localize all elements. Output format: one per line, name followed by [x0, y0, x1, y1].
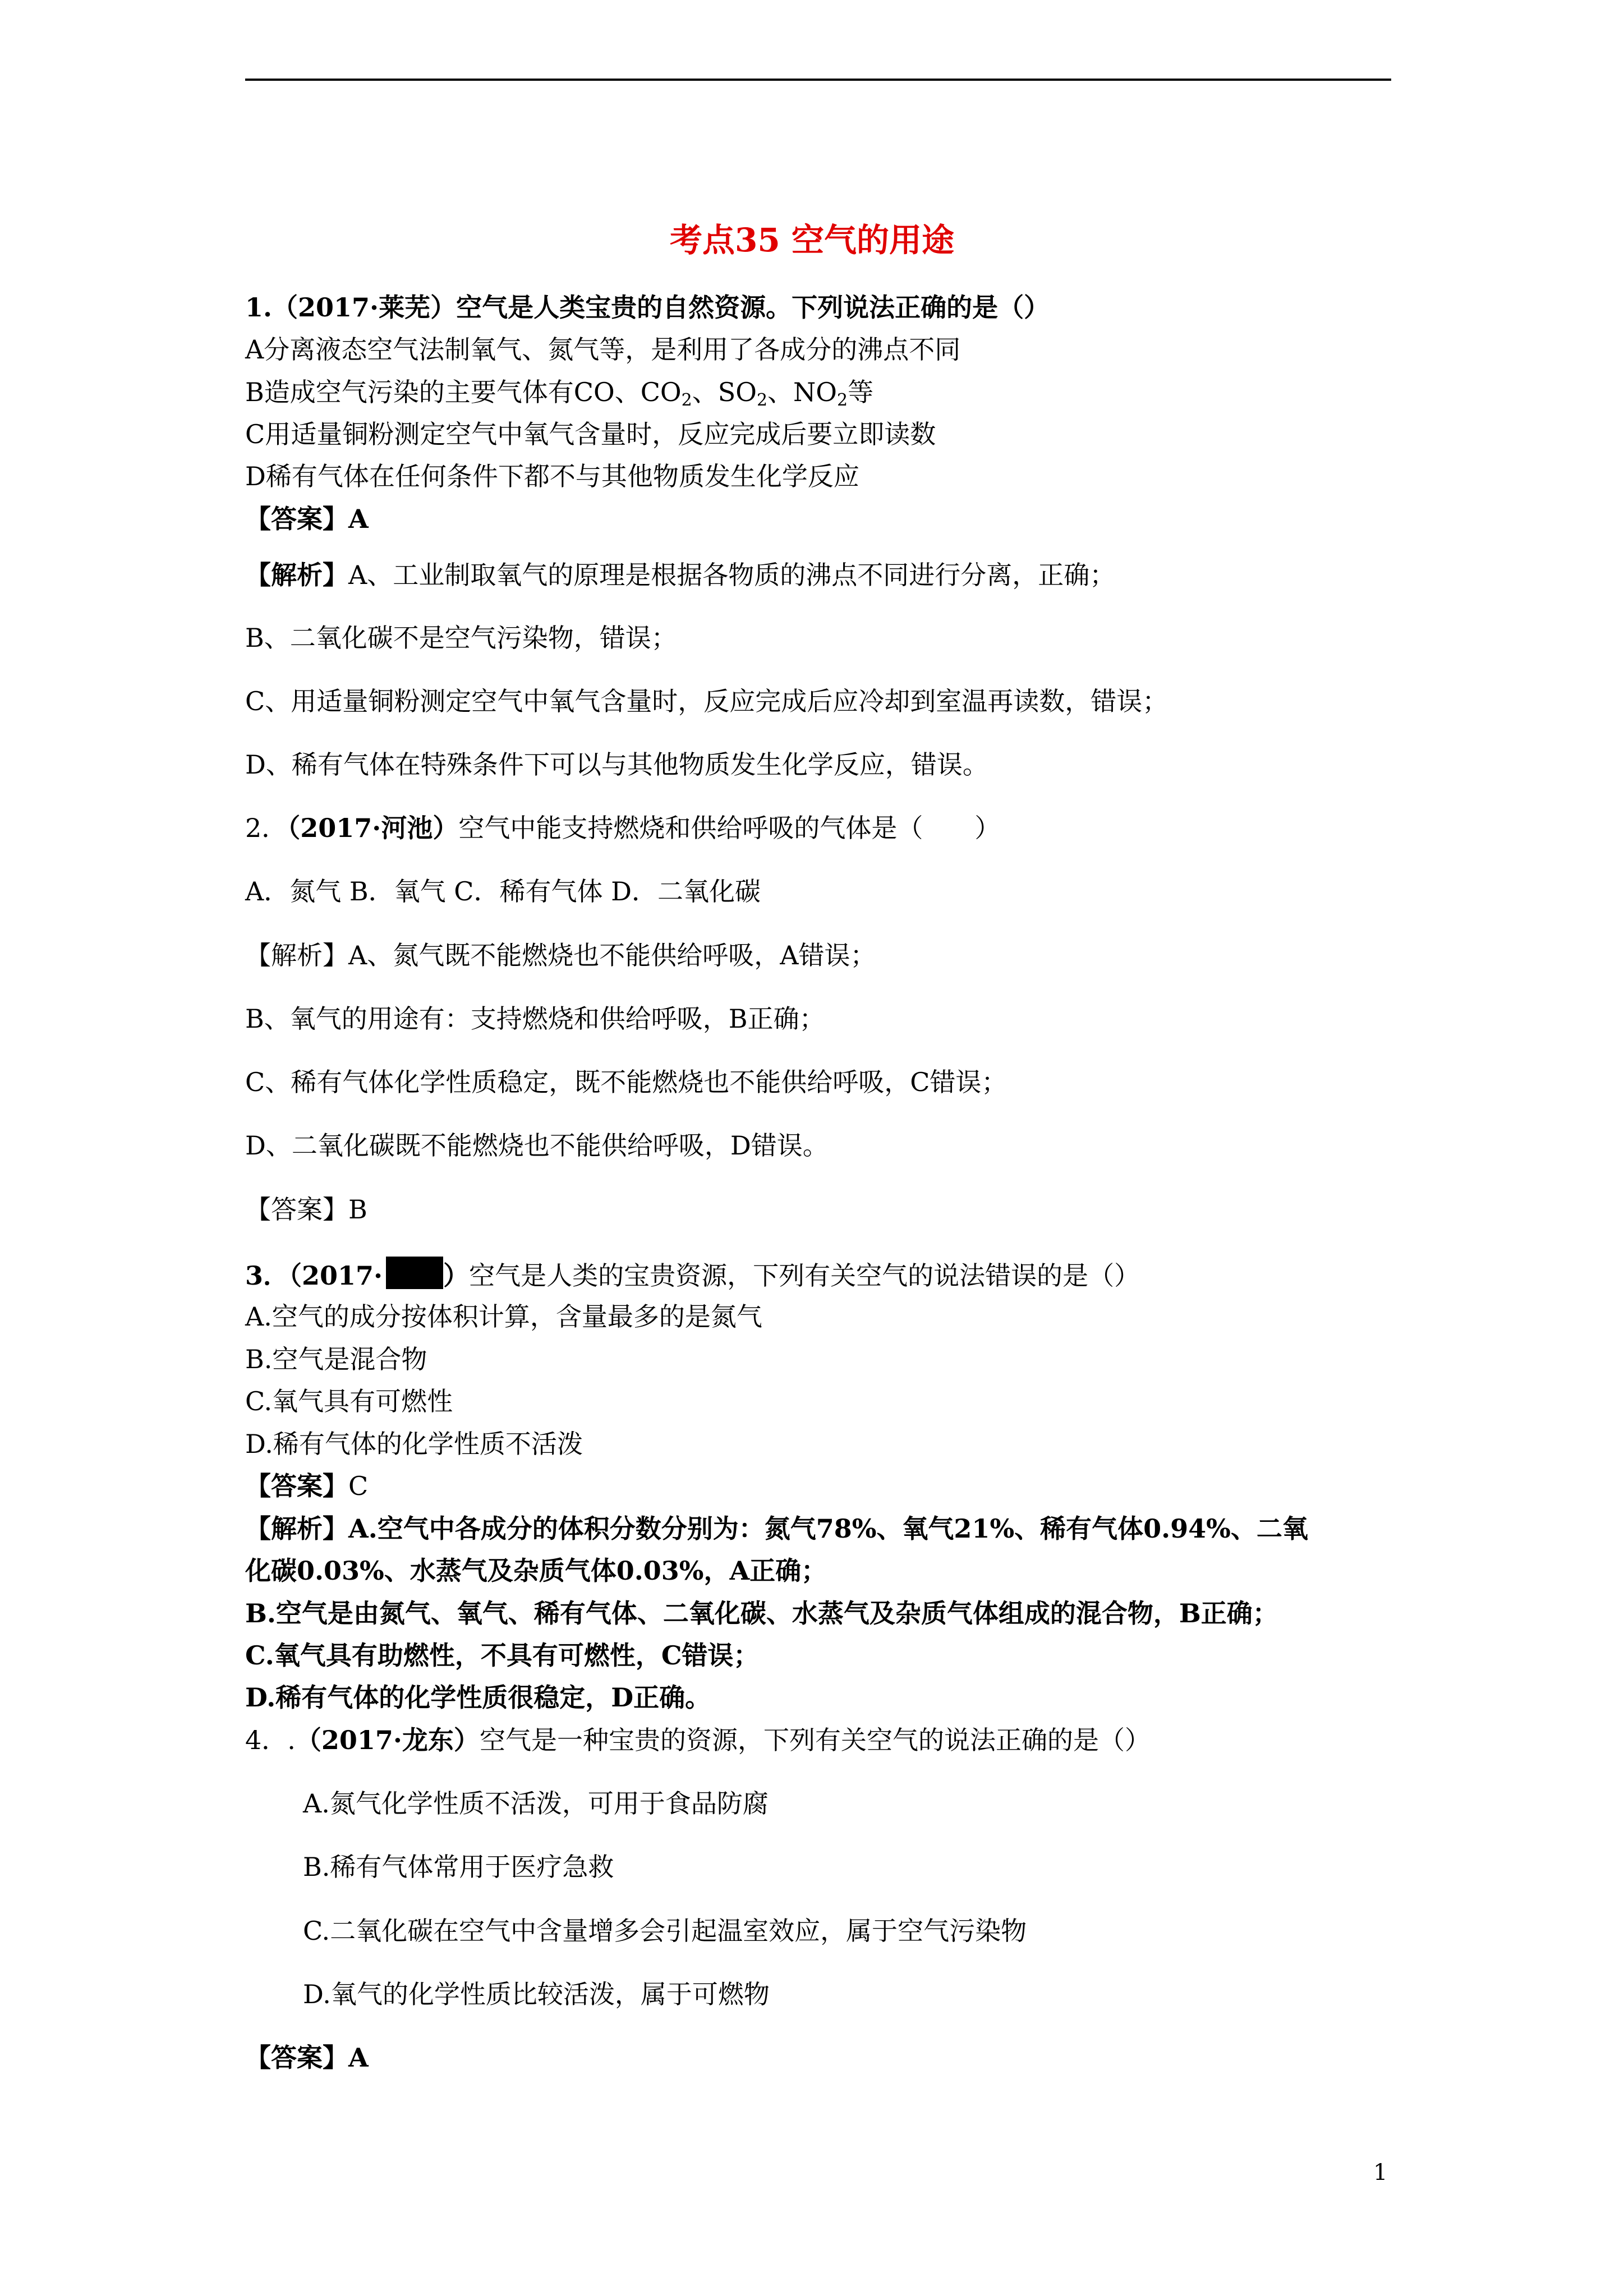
answer-value: B — [348, 1194, 367, 1225]
redaction-box — [386, 1257, 443, 1289]
q3-analysis-1-cont: 化碳0.03%、水蒸气及杂质气体0.03%，A正确； — [245, 1556, 827, 1586]
q1-option-c: C用适量铜粉测定空气中氧气含量时，反应完成后要立即读数 — [245, 419, 936, 449]
q4-option-b: B.稀有气体常用于医疗急救 — [303, 1852, 614, 1882]
q3-option-b: B.空气是混合物 — [245, 1344, 427, 1374]
q1-analysis-4: D、稀有气体在特殊条件下可以与其他物质发生化学反应，错误。 — [245, 749, 988, 780]
q2-analysis-3: C、稀有气体化学性质稳定，既不能燃烧也不能供给呼吸，C错误； — [245, 1067, 1007, 1097]
q3-analysis-1 — [245, 1511, 1308, 1547]
q3-analysis-4: D.稀有气体的化学性质很稳定，D正确。 — [245, 1682, 711, 1713]
q2-analysis-2: B、氧气的用途有：支持燃烧和供给呼吸，B正确； — [245, 1004, 825, 1034]
q1-option-b-text: 、SO — [692, 377, 757, 407]
q1-option-b — [245, 374, 873, 410]
analysis-label: 【解析】 — [245, 560, 348, 590]
q1-stem: 1.（2017·莱芜）空气是人类宝贵的自然资源。下列说法正确的是（） — [245, 292, 1050, 323]
q3-option-c: C.氧气具有可燃性 — [245, 1386, 453, 1416]
analysis-label: 【解析】 — [245, 940, 348, 970]
q2-number: 2． — [245, 813, 288, 843]
q1-analysis-1 — [245, 557, 1115, 593]
answer-value: A — [348, 2042, 369, 2073]
subscript: 2 — [837, 390, 848, 410]
q1-option-d: D稀有气体在任何条件下都不与其他物质发生化学反应 — [245, 461, 859, 491]
q4-stem-text: 空气是一种宝贵的资源，下列有关空气的说法正确的是（） — [479, 1725, 1151, 1755]
q4-option-c: C.二氧化碳在空气中含量增多会引起温室效应，属于空气污染物 — [303, 1916, 1027, 1946]
q3-analysis-2: B.空气是由氮气、氧气、稀有气体、二氧化碳、水蒸气及杂质气体组成的混合物，B正确； — [245, 1598, 1278, 1628]
q1-option-b-text: B造成空气污染的主要气体有CO、CO — [245, 377, 682, 407]
q2-analysis-1 — [245, 937, 876, 973]
q2-stem-text: 空气中能支持燃烧和供给呼吸的气体是（ ） — [458, 813, 1001, 843]
q1-option-b-text: 、NO — [767, 377, 838, 407]
q3-stem-text: 空气是人类的宝贵资源，下列有关空气的说法错误的是（） — [469, 1260, 1140, 1291]
q4-source: （2017·龙东） — [295, 1725, 480, 1755]
q1-analysis-2: B、二氧化碳不是空气污染物，错误； — [245, 623, 677, 653]
answer-label: 【答案】 — [245, 1194, 348, 1225]
answer-value: C — [348, 1471, 369, 1501]
answer-label: 【答案】 — [245, 1471, 348, 1501]
q1-analysis-3: C、用适量铜粉测定空气中氧气含量时，反应完成后应冷却到室温再读数，错误； — [245, 686, 1168, 716]
subscript: 2 — [756, 390, 768, 410]
q1-option-b-text: 等 — [848, 377, 874, 407]
q3-option-a: A.空气的成分按体积计算，含量最多的是氮气 — [245, 1301, 762, 1332]
q4-stem — [245, 1722, 1151, 1758]
analysis-label: 【解析】 — [245, 1513, 348, 1544]
q2-source: （2017·河池） — [287, 813, 459, 843]
q4-option-a: A.氮气化学性质不活泼，可用于食品防腐 — [303, 1788, 769, 1819]
q2-analysis-4: D、二氧化碳既不能燃烧也不能供给呼吸，D错误。 — [245, 1130, 829, 1161]
q3-option-d: D.稀有气体的化学性质不活泼 — [245, 1429, 583, 1459]
q4-option-d: D.氧气的化学性质比较活泼，属于可燃物 — [303, 1979, 770, 2009]
analysis-text: A、工业制取氧气的原理是根据各物质的沸点不同进行分离，正确； — [348, 560, 1116, 590]
q3-source: ） — [443, 1260, 470, 1291]
answer-label: 【答案】 — [245, 504, 348, 534]
analysis-text: A.空气中各成分的体积分数分别为：氮气78%、氧气21%、稀有气体0.94%、二氧 — [348, 1513, 1308, 1544]
q4-number: 4．. — [245, 1725, 296, 1755]
q3-source: 3．（2017· — [245, 1260, 383, 1291]
page-title: 考点35 空气的用途 — [670, 221, 954, 259]
q2-options: A．氮气 B．氧气 C．稀有气体 D．二氧化碳 — [245, 876, 761, 907]
answer-label: 【答案】 — [245, 2042, 348, 2073]
q1-answer — [245, 501, 369, 537]
q3-answer — [245, 1468, 368, 1504]
q1-option-a: A分离液态空气法制氧气、氮气等，是利用了各成分的沸点不同 — [245, 334, 961, 365]
header-rule — [245, 79, 1391, 81]
analysis-text: A、氮气既不能燃烧也不能供给呼吸，A错误； — [348, 940, 876, 970]
q2-answer — [245, 1191, 367, 1227]
subscript: 2 — [681, 390, 692, 410]
q3-stem — [245, 1257, 1140, 1294]
answer-value: A — [348, 504, 369, 534]
q3-analysis-3: C.氧气具有助燃性，不具有可燃性，C错误； — [245, 1640, 760, 1671]
q2-stem — [245, 810, 1000, 846]
page-number: 1 — [1373, 2160, 1388, 2185]
q4-answer — [245, 2040, 369, 2076]
